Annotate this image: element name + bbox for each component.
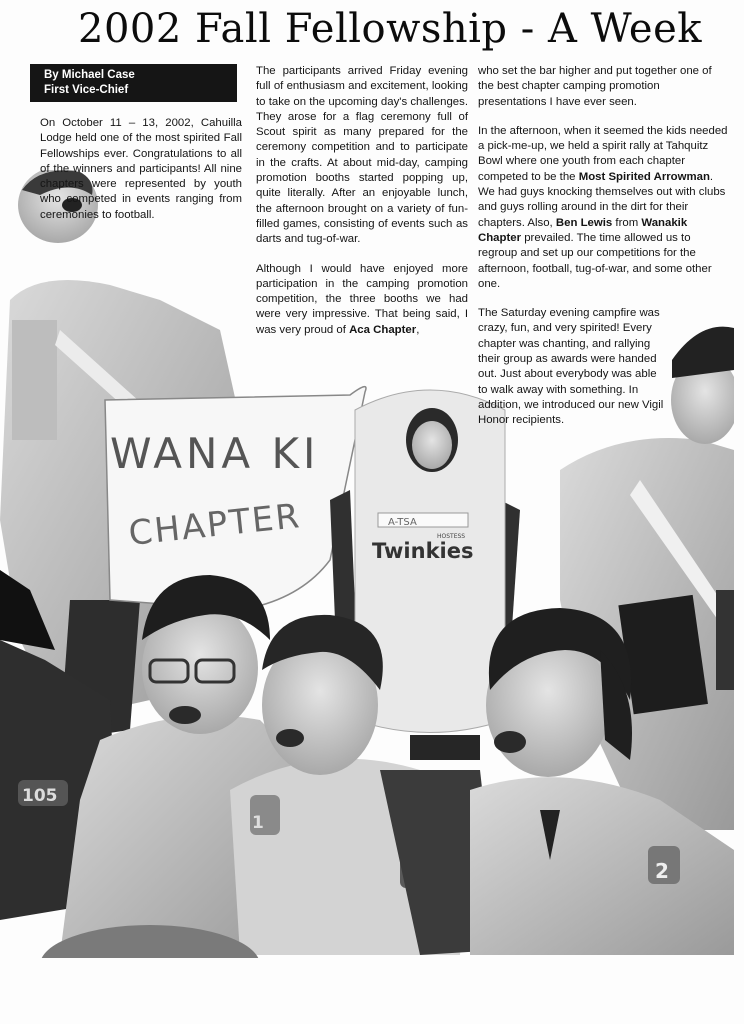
spirit-rally-text-4: prevailed. The time allowed us to regroup and set up our competitions for the afternoon, football, tug-of-war, and some other one. — [478, 231, 712, 290]
winner-name: Ben Lewis — [555, 216, 613, 229]
sign-text: WANA KI — [110, 429, 320, 478]
chapter-sign — [105, 387, 366, 610]
camping-promotion-paragraph — [256, 262, 468, 338]
costume-tag: A-TSA — [388, 517, 417, 528]
author-role: First Vice-Chief — [44, 84, 129, 96]
column-3 — [478, 64, 730, 443]
camping-promotion-text: Although I would have enjoyed more participation in the camping promotion competition, the three booths we had were very impressive. That being said, I was very proud of — [256, 262, 468, 336]
campfire-paragraph: The Saturday evening campfire was crazy, fun, and very spirited! Every chapter was chanting, and rallying their group as awards were handed out. Just about everybody was able to walk away with something. In addition, we introduced our new Vigil Honor recipients. — [478, 307, 664, 427]
column-2 — [256, 64, 468, 352]
intro-paragraph: On October 11 – 13, 2002, Cahuilla Lodge held one of the most spirited Fall Fellowships ever. Congratulations to all of the winners and participants! All nine chapters were represented by youth who competed in events ranging from ceremonies to football. — [40, 117, 242, 221]
spirit-rally-text-3: from — [615, 216, 639, 229]
patch-number-105: 105 — [22, 786, 58, 806]
spirit-rally-paragraph — [478, 124, 730, 292]
sign-text-2: CHAPTER — [126, 496, 303, 554]
spirit-rally-text-2: . We had guys knocking themselves out with clubs and guys rolling around in the dirt for their chapters. Also, — [478, 170, 726, 229]
patch-number-1: 1 — [252, 813, 264, 833]
page-title: 2002 Fall Fellowship - A Week — [78, 6, 703, 52]
column-1 — [40, 116, 242, 237]
patch-number-2: 2 — [655, 859, 669, 883]
aca-chapter-name: Aca Chapter — [349, 323, 417, 336]
award-name: Most Spirited Arrowman — [578, 170, 710, 183]
continued-paragraph: who set the bar higher and put together one of the best chapter camping promotion presentations I have ever seen. — [478, 65, 712, 108]
spirit-rally-text: In the afternoon, when it seemed the kids needed a pick-me-up, we held a spirit rally at Tahquitz Bowl where one youth from each chapter competed to be the — [478, 124, 728, 183]
byline — [30, 64, 237, 102]
friday-paragraph: The participants arrived Friday evening full of enthusiasm and excitement, looking to take on the upcoming day's challenges. They arose for a flag ceremony full of Scout spirit as many prepared for the ceremony competition and to participate in the crafts. At about mid-day, camping promotion booths started popping up, quite literally. After an enjoyable lunch, the afternoon brought on a variety of fun-filled games, consisting of events such as darts and tug-of-war. — [256, 65, 468, 246]
punct: , — [416, 323, 420, 336]
costume-small-label: HOSTESS — [437, 533, 466, 540]
author-name: By Michael Case — [44, 69, 135, 81]
wanakik-chapter-name: Wanakik Chapter — [478, 216, 688, 244]
page-margin-bottom — [0, 958, 744, 1024]
costume-brand: Twinkies — [372, 539, 474, 563]
